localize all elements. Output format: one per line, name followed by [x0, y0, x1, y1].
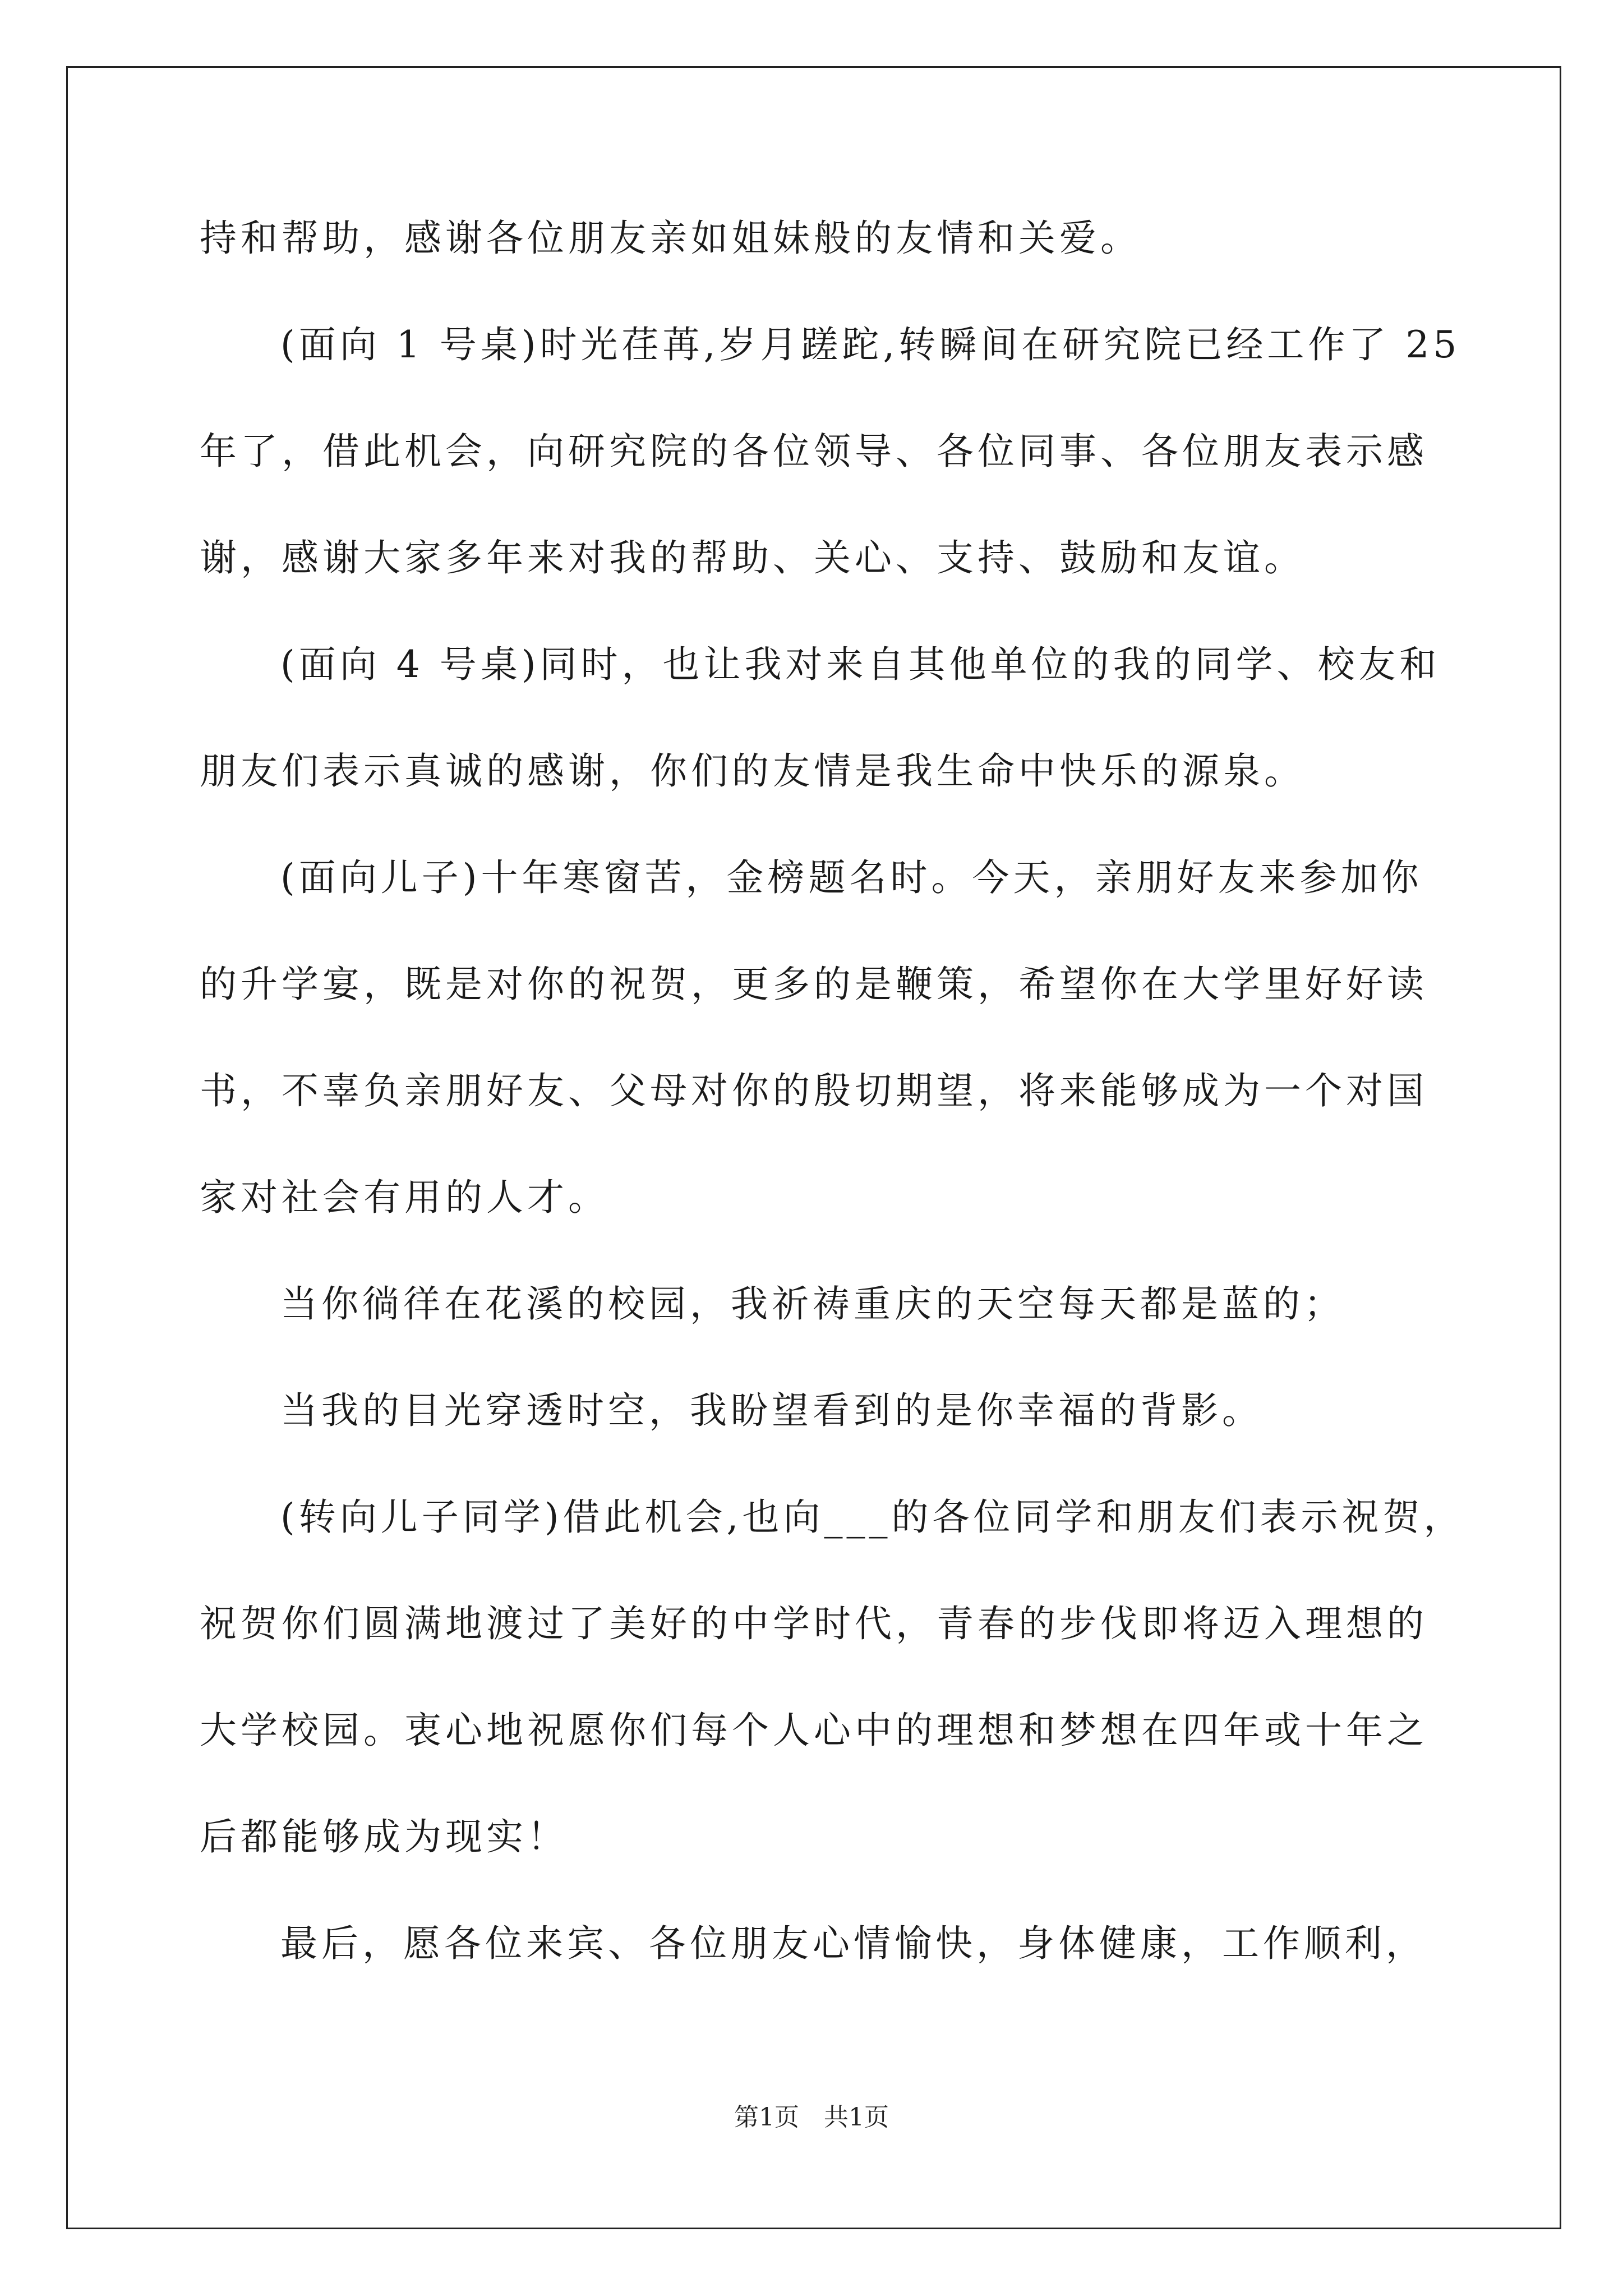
text-line: 祝贺你们圆满地渡过了美好的中学时代，青春的步伐即将迈入理想的	[200, 1602, 1428, 1645]
text-line: (转向儿子同学)借此机会,也向___的各位同学和朋友们表示祝贺，	[280, 1496, 1465, 1539]
text-line: 书，不辜负亲朋好友、父母对你的殷切期望，将来能够成为一个对国	[200, 1069, 1428, 1112]
text-line: (面向 4 号桌)同时，也让我对来自其他单位的我的同学、校友和	[280, 643, 1441, 686]
text-line: 的升学宴，既是对你的祝贺，更多的是鞭策，希望你在大学里好好读	[200, 963, 1428, 1006]
text-line: 后都能够成为现实！	[200, 1815, 568, 1858]
text-line: 持和帮助，感谢各位朋友亲如姐妹般的友情和关爱。	[200, 217, 1141, 260]
text-line: 当你徜徉在花溪的校园，我祈祷重庆的天空每天都是蓝的；	[280, 1282, 1345, 1326]
page-number-footer: 第1页 共1页	[734, 2103, 889, 2132]
text-line: 谢，感谢大家多年来对我的帮助、关心、支持、鼓励和友谊。	[200, 536, 1305, 579]
text-line: 年了，借此机会，向研究院的各位领导、各位同事、各位朋友表示感	[200, 430, 1428, 473]
text-line: (面向 1 号桌)时光荏苒,岁月蹉跎,转瞬间在研究院已经工作了 25	[280, 323, 1461, 366]
text-line: (面向儿子)十年寒窗苦，金榜题名时。今天，亲朋好友来参加你	[280, 856, 1423, 899]
text-line: 当我的目光穿透时空，我盼望看到的是你幸福的背影。	[280, 1389, 1263, 1432]
text-line: 最后，愿各位来宾、各位朋友心情愉快，身体健康，工作顺利，	[280, 1922, 1427, 1965]
document-body	[200, 185, 1465, 1997]
text-line: 大学校园。衷心地祝愿你们每个人心中的理想和梦想在四年或十年之	[200, 1709, 1428, 1752]
text-line: 家对社会有用的人才。	[200, 1176, 609, 1219]
text-line: 朋友们表示真诚的感谢，你们的友情是我生命中快乐的源泉。	[200, 749, 1305, 793]
